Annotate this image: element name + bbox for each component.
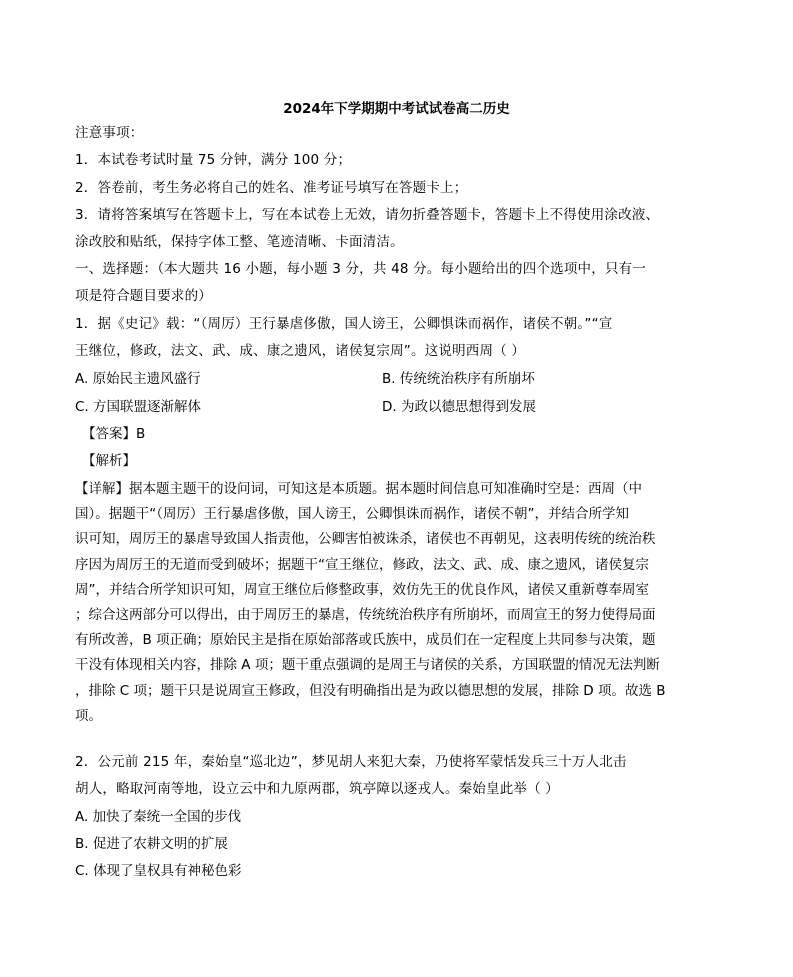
- question-2-stem-cont: 胡人，略取河南等地，设立云中和九原两郡，筑亭障以逐戎人。秦始皇此举（ ）: [75, 781, 559, 797]
- detail-line: 有所改善，B 项正确；原始民主是指在原始部落或氏族中，成员们在一定程度上共同参与决策，题: [75, 632, 656, 649]
- question-2-option-a: A. 加快了秦统一全国的步伐: [75, 809, 242, 825]
- question-1-answer: 【答案】B: [82, 426, 146, 442]
- notice-item-3: 3．请将答案填写在答题卡上，写在本试卷上无效，请勿折叠答题卡，答题卡上不得使用涂改液、: [75, 207, 660, 223]
- notice-heading: 注意事项：: [75, 125, 144, 141]
- document-title: 2024年下学期期中考试试卷高二历史: [283, 101, 510, 117]
- detail-line: 干没有体现相关内容，排除 A 项；题干重点强调的是周王与诸侯的关系，方国联盟的情况无法判断: [75, 657, 660, 674]
- question-1-stem: 1．据《史记》载：“（周厉）王行暴虐侈傲，国人谤王，公卿惧诛而祸作，诸侯不朝。”“宣: [75, 316, 613, 332]
- section-heading: 一、选择题：（本大题共 16 小题，每小题 3 分，共 48 分。每小题给出的四个选项中，只有一: [75, 261, 647, 277]
- question-1-option-a: A. 原始民主遗风盛行: [75, 371, 201, 387]
- detail-line: 项。: [75, 707, 102, 724]
- question-1-option-c: C. 方国联盟逐渐解体: [75, 399, 202, 415]
- notice-item-1: 1．本试卷考试时量 75 分钟，满分 100 分；: [75, 152, 352, 168]
- notice-item-3-cont: 涂改胶和贴纸，保持字体工整、笔迹清晰、卡面清洁。: [75, 234, 404, 250]
- notice-item-2: 2．答卷前，考生务必将自己的姓名、准考证号填写在答题卡上；: [75, 180, 468, 196]
- section-heading-cont: 项是符合题目要求的）: [75, 288, 212, 304]
- question-2-stem: 2．公元前 215 年，秦始皇“巡北边”，梦见胡人来犯大秦，乃使将军蒙恬发兵三十万人北击: [75, 754, 627, 770]
- detail-line: ，排除 C 项；题干只是说周宣王修政，但没有明确指出是为政以德思想的发展，排除 D 项。故选 B: [75, 682, 666, 699]
- question-1-option-d: D. 为政以德思想得到发展: [382, 399, 536, 415]
- question-2-option-c: C. 体现了皇权具有神秘色彩: [75, 863, 242, 879]
- detail-line: 序因为周厉王的无道而受到破坏；据题干“宣王继位，修政，法文、武、成、康之遗风，诸侯复宗: [75, 556, 649, 573]
- detail-line: 国）。据题干“（周厉）王行暴虐侈傲，国人谤王，公卿惧诛而祸作，诸侯不朝”，并结合所学知: [75, 506, 629, 523]
- detail-line: ；综合这两部分可以得出，由于周厉王的暴虐，传统统治秩序有所崩坏，而周宣王的努力使得局面: [75, 607, 656, 624]
- detail-line: 识可知，周厉王的暴虐导致国人指责他，公卿害怕被诛杀，诸侯也不再朝见，这表明传统的统治秩: [75, 531, 656, 548]
- detail-line: 【详解】据本题主题干的设问词，可知这是本质题。据本题时间信息可知准确时空是：西周（中: [75, 481, 642, 497]
- question-2-option-b: B. 促进了农耕文明的扩展: [75, 836, 228, 852]
- question-1-analysis-label: 【解析】: [82, 453, 136, 469]
- detail-line: 周”，并结合所学知识可知，周宣王继位后修整政事，效仿先王的优良作风，诸侯又重新尊奉周室: [75, 581, 649, 598]
- question-1-option-b: B. 传统统治秩序有所崩坏: [382, 371, 535, 387]
- question-1-detail: [75, 477, 715, 729]
- question-1-stem-cont: 王继位，修政，法文、武、成、康之遗风，诸侯复宗周”。这说明西周（ ）: [75, 343, 526, 359]
